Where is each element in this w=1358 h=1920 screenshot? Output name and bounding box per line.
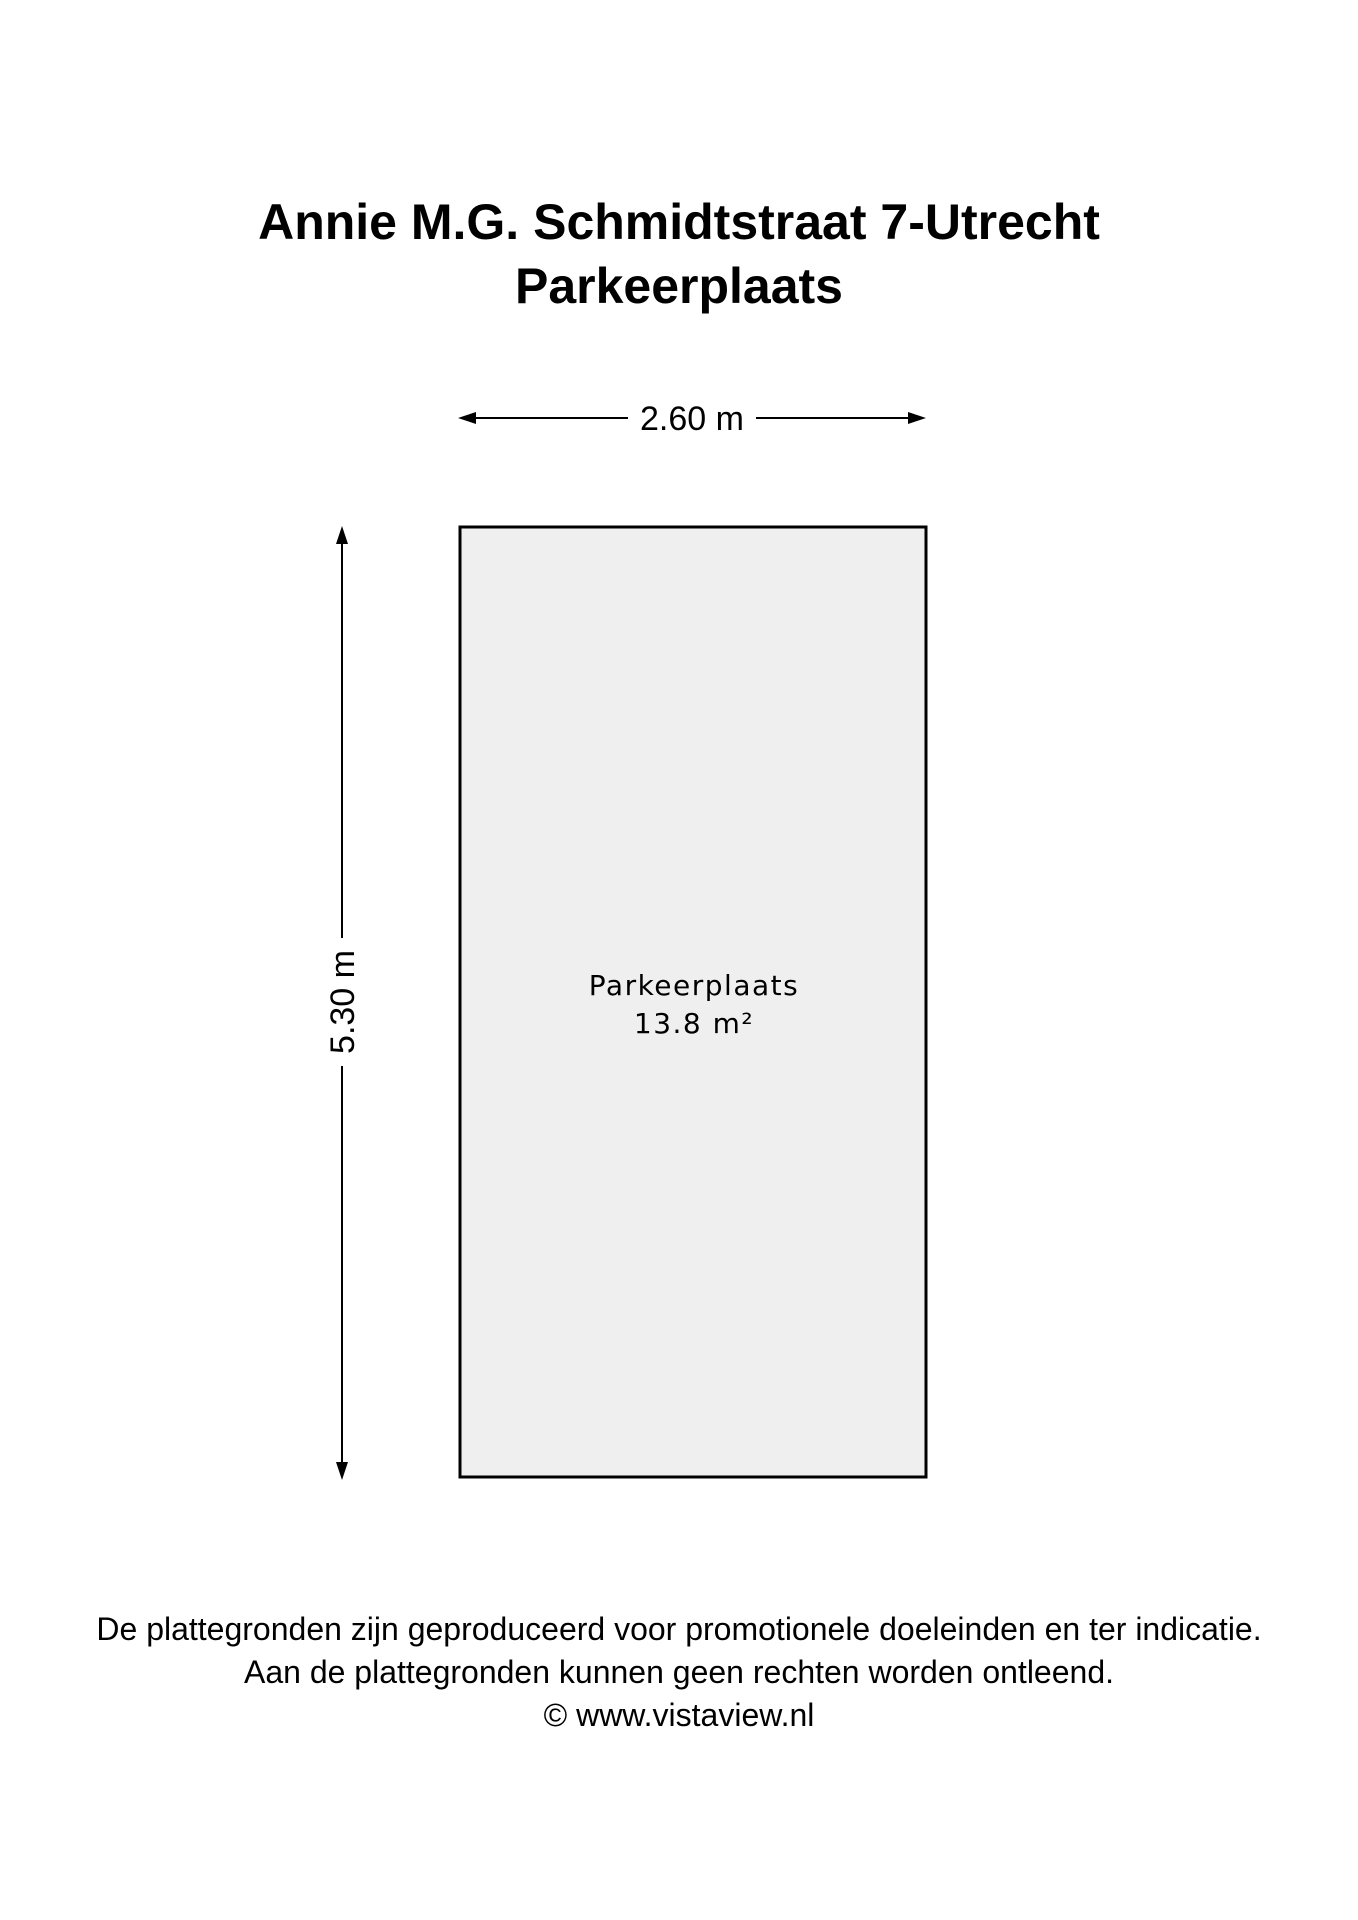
width-label: 2.60 m bbox=[640, 400, 744, 438]
disclaimer-line-2: Aan de plattegronden kunnen geen rechten worden ontleend. bbox=[243, 1654, 1114, 1690]
width-dimension bbox=[458, 400, 926, 438]
height-label: 5.30 m bbox=[324, 950, 362, 1054]
height-dimension bbox=[324, 526, 362, 1480]
disclaimer bbox=[0, 1608, 1358, 1737]
floor-title: Parkeerplaats bbox=[514, 258, 843, 314]
copyright: © www.vistaview.nl bbox=[543, 1697, 815, 1733]
width-arrow-right-icon bbox=[908, 412, 926, 424]
room-parkeerplaats bbox=[460, 527, 926, 1477]
room-area: 13.8 m² bbox=[633, 1007, 755, 1040]
disclaimer-line-1: De plattegronden zijn geproduceerd voor promotionele doeleinden en ter indicatie. bbox=[96, 1611, 1262, 1647]
room-outline bbox=[460, 527, 926, 1477]
height-arrow-bottom-icon bbox=[336, 1462, 348, 1480]
height-arrow-top-icon bbox=[336, 526, 348, 544]
width-arrow-left-icon bbox=[458, 412, 476, 424]
address-title: Annie M.G. Schmidtstraat 7-Utrecht bbox=[258, 194, 1100, 250]
room-name: Parkeerplaats bbox=[588, 969, 800, 1002]
